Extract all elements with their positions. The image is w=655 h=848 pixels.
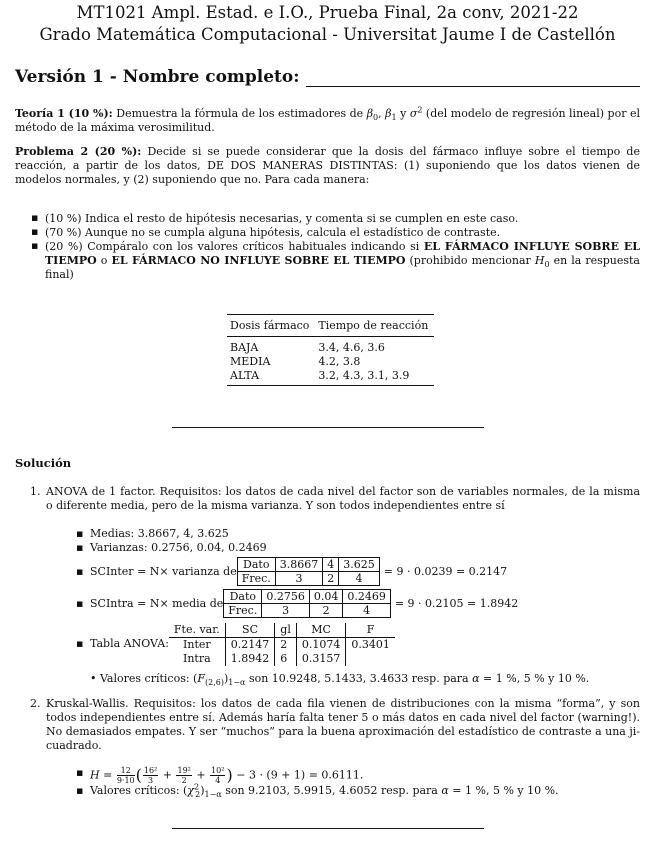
table-cell: 0.3401 bbox=[351, 638, 390, 651]
table-cell: 0.2756 bbox=[262, 590, 310, 604]
task-bullet-1: ▪ (10 %) Indica el resto de hipótesis necesarias, y comenta si se cumplen en este caso. bbox=[31, 212, 640, 226]
scinter-result: = 9 · 0.0239 = 0.2147 bbox=[383, 564, 508, 578]
scinter-label: SCInter = N× varianza de bbox=[90, 564, 237, 578]
table-cell: 3 bbox=[275, 572, 323, 586]
problema-text: Decide si se puede considerar que la dosis del fármaco influye sobre el tiempo de reacción, a partir de los datos, DE DOS MANERAS DISTINTAS: (1) suponiendo que los datos vienen de modelos normales, y (2) suponiendo que no. Para cada manera: bbox=[15, 145, 640, 186]
table-cell: 1.8942 bbox=[225, 652, 275, 666]
square-bullet-icon: ▪ bbox=[76, 597, 84, 610]
table-cell: ALTA bbox=[227, 369, 315, 386]
beta0-symbol: β bbox=[366, 107, 374, 120]
table-cell: MEDIA bbox=[230, 355, 271, 368]
task-bullet-3 bbox=[31, 240, 640, 282]
sigma-symbol: σ bbox=[409, 107, 418, 120]
table-row bbox=[227, 355, 434, 369]
anova-critical-values bbox=[90, 672, 590, 688]
plus-sign: + bbox=[192, 768, 210, 782]
table-cell: 6 bbox=[275, 652, 297, 666]
fraction-numerator: 16² bbox=[143, 766, 158, 775]
table-cell: Inter bbox=[169, 638, 225, 653]
version-name-line bbox=[15, 67, 640, 87]
h-statistic-line bbox=[76, 765, 364, 785]
table-cell: 4 bbox=[323, 558, 339, 572]
table-cell: 2 bbox=[309, 604, 343, 618]
table-row bbox=[227, 369, 434, 386]
table-cell: 0.2147 bbox=[225, 638, 275, 653]
table-cell: 0.04 bbox=[309, 590, 343, 604]
alpha-symbol: α bbox=[441, 784, 449, 797]
h-equals: = bbox=[99, 768, 116, 782]
task-bullet-3-caps1: EL FÁRMACO INFLUYE SOBRE EL TIEMPO bbox=[45, 240, 640, 267]
h0-subscript: 0 bbox=[544, 260, 550, 270]
table-cell: Dato bbox=[237, 558, 275, 572]
task-bullet-3-text-c: en la respuesta final) bbox=[45, 254, 640, 281]
table-cell: 4.2, 3.8 bbox=[318, 355, 361, 368]
divider-rule bbox=[172, 828, 484, 829]
scintra-line bbox=[76, 589, 519, 618]
degree-title: Grado Matemática Computacional - Universitat Jaume I de Castellón bbox=[39, 25, 616, 44]
anova-header: MC bbox=[296, 623, 346, 638]
task-bullet-3-text-b: (prohibido mencionar bbox=[405, 254, 535, 267]
data-table-header: Dosis fármaco bbox=[227, 315, 315, 337]
teoria-sep: , bbox=[378, 107, 386, 120]
table-cell: BAJA bbox=[230, 341, 259, 354]
square-bullet-icon: ▪ bbox=[76, 784, 84, 797]
anova-line bbox=[76, 623, 395, 666]
medias-text: Medias: 3.8667, 4, 3.625 bbox=[90, 527, 229, 540]
beta1-subscript: 1 bbox=[391, 113, 397, 123]
h-result: − 3 · (9 + 1) = 0.6111. bbox=[232, 768, 364, 782]
vc1-close: ) bbox=[223, 672, 229, 685]
square-bullet-icon: ▪ bbox=[76, 565, 84, 578]
vc1-text-b: son 10.9248, 5.1433, 3.4633 resp. para bbox=[245, 672, 473, 685]
item-number: 1. bbox=[30, 485, 41, 498]
vc1-text-c: = 1 %, 5 % y 10 %. bbox=[479, 672, 590, 685]
table-cell: 0.1074 bbox=[296, 638, 346, 653]
anova-label: Tabla ANOVA: bbox=[90, 637, 169, 650]
vc1-text-a: Valores críticos: ( bbox=[100, 672, 198, 685]
fraction bbox=[143, 766, 158, 785]
problema-title: Problema 2 (20 %): bbox=[15, 145, 142, 158]
fraction bbox=[210, 766, 225, 785]
divider-rule bbox=[172, 427, 484, 428]
chi-symbol: χ bbox=[187, 784, 195, 797]
problema-paragraph bbox=[15, 145, 640, 187]
task-bullet-3-caps2: EL FÁRMACO NO INFLUYE SOBRE EL TIEMPO bbox=[111, 254, 406, 267]
table-row bbox=[169, 638, 395, 653]
quantile-subscript: 1−α bbox=[204, 790, 222, 800]
item-number: 2. bbox=[30, 697, 41, 710]
table-cell: Frec. bbox=[237, 572, 275, 586]
paren-close: ) bbox=[226, 765, 233, 785]
task-bullet-3-text-a: (20 %) Compáralo con los valores críticos habituales indicando si bbox=[45, 240, 424, 253]
anova-header: Fte. var. bbox=[169, 623, 225, 638]
solution-item-1 bbox=[15, 485, 640, 513]
item-1-text: ANOVA de 1 factor. Requisitos: los datos de cada nivel del factor son de variables normales, de la misma o diferente media, pero de la misma varianza. Y son todos independientes entre sí bbox=[46, 485, 640, 512]
teoria-title: Teoría 1 (10 %): bbox=[15, 107, 113, 120]
data-table bbox=[227, 314, 434, 386]
table-cell: 2 bbox=[323, 572, 339, 586]
teoria-paragraph bbox=[15, 107, 640, 135]
vc2-text-c: = 1 %, 5 % y 10 %. bbox=[448, 784, 559, 797]
scintra-label: SCIntra = N× media de bbox=[90, 596, 224, 610]
solution-heading: Solución bbox=[15, 456, 72, 470]
version-label: Versión 1 - Nombre completo: bbox=[15, 67, 300, 87]
scintra-result: = 9 · 0.2105 = 1.8942 bbox=[394, 596, 519, 610]
data-table-header: Tiempo de reacción bbox=[315, 315, 434, 337]
f-symbol: F bbox=[197, 672, 205, 685]
square-bullet-icon: ▪ bbox=[76, 541, 84, 554]
scinter-line bbox=[76, 557, 508, 586]
teoria-text-a: Demuestra la fórmula de los estimadores de bbox=[116, 107, 367, 120]
f-df-subscript: (2,6) bbox=[204, 678, 224, 688]
vc2-text-b: son 9.2103, 5.9915, 4.6052 resp. para bbox=[221, 784, 442, 797]
table-row bbox=[227, 337, 434, 356]
square-bullet-icon: ▪ bbox=[76, 527, 84, 540]
kw-critical-values bbox=[76, 782, 559, 800]
table-cell: 3 bbox=[262, 604, 310, 618]
scinter-table bbox=[237, 557, 380, 586]
task-bullet-3-or: o bbox=[96, 254, 112, 267]
fraction-denominator: 9·10 bbox=[116, 776, 135, 785]
table-cell: 0.2469 bbox=[343, 590, 391, 604]
table-cell: 3.625 bbox=[339, 558, 380, 572]
square-bullet-icon: ▪ bbox=[76, 637, 84, 650]
table-cell: Intra bbox=[169, 652, 225, 666]
chi-superscript: 2 bbox=[194, 782, 200, 792]
h-symbol: H bbox=[90, 768, 100, 782]
varianzas-line bbox=[76, 541, 267, 555]
sigma-superscript: 2 bbox=[417, 105, 423, 115]
vc2-close: ) bbox=[200, 784, 205, 797]
table-row bbox=[169, 652, 395, 666]
alpha-symbol: α bbox=[472, 672, 480, 685]
table-cell: 0.3157 bbox=[296, 652, 346, 666]
item-2-text: Kruskal-Wallis. Requisitos: los datos de cada fila vienen de distribuciones con la misma “forma”, y son todos independientes entre sí. Además haría falta tener 5 o más datos en cada nivel del factor (warning!). No demasiados empates. Y ser “muchos” para la buena aproximación del estadístico de contraste a una ji-cuadrado. bbox=[46, 697, 640, 752]
course-title: MT1021 Ampl. Estad. e I.O., Prueba Final, 2a conv, 2021-22 bbox=[76, 3, 579, 22]
scintra-table bbox=[223, 589, 391, 618]
table-cell: 3.8667 bbox=[275, 558, 323, 572]
quantile-subscript: 1−α bbox=[228, 678, 246, 688]
fraction-denominator: 2 bbox=[181, 776, 187, 785]
solution-item-2 bbox=[15, 697, 640, 753]
fraction-denominator: 3 bbox=[148, 776, 154, 785]
table-cell: 4 bbox=[343, 604, 391, 618]
anova-table bbox=[169, 623, 395, 666]
table-cell: Frec. bbox=[224, 604, 262, 618]
chi-df-subscript: 2 bbox=[195, 790, 201, 800]
task-bullet-list bbox=[31, 212, 640, 282]
table-cell: Dato bbox=[224, 590, 262, 604]
teoria-and: y bbox=[396, 107, 410, 120]
vc2-text-a: Valores críticos: ( bbox=[90, 784, 188, 797]
anova-header: F bbox=[346, 623, 395, 638]
paren-open: ( bbox=[135, 765, 142, 785]
fraction bbox=[176, 766, 191, 785]
table-cell: 3.4, 4.6, 3.6 bbox=[318, 341, 385, 354]
fraction bbox=[117, 766, 135, 785]
beta0-subscript: 0 bbox=[373, 113, 379, 123]
table-cell bbox=[346, 652, 395, 666]
anova-header: gl bbox=[275, 623, 297, 638]
varianzas-text: Varianzas: 0.2756, 0.04, 0.2469 bbox=[90, 541, 267, 554]
teoria-text-b: (del modelo de regresión lineal) por el método de la máxima verosimilitud. bbox=[15, 107, 640, 134]
medias-line bbox=[76, 527, 229, 541]
fraction-numerator: 19² bbox=[177, 766, 191, 775]
table-cell: 2 bbox=[275, 638, 297, 653]
fraction-denominator: 4 bbox=[215, 776, 221, 785]
name-blank-line bbox=[306, 70, 640, 87]
table-cell: 3.2, 4.3, 3.1, 3.9 bbox=[315, 369, 434, 386]
beta1-symbol: β bbox=[385, 107, 392, 120]
fraction-numerator: 12 bbox=[117, 766, 135, 776]
anova-header: SC bbox=[225, 623, 275, 638]
fraction-numerator: 10² bbox=[211, 766, 225, 775]
square-bullet-icon: ▪ bbox=[76, 766, 84, 779]
plus-sign: + bbox=[159, 768, 176, 782]
h0-symbol: H bbox=[534, 254, 545, 267]
dot-bullet-icon: • bbox=[90, 672, 97, 685]
table-cell: 4 bbox=[339, 572, 380, 586]
task-bullet-2: ▪ (70 %) Aunque no se cumpla alguna hipótesis, calcula el estadístico de contraste. bbox=[31, 226, 640, 240]
